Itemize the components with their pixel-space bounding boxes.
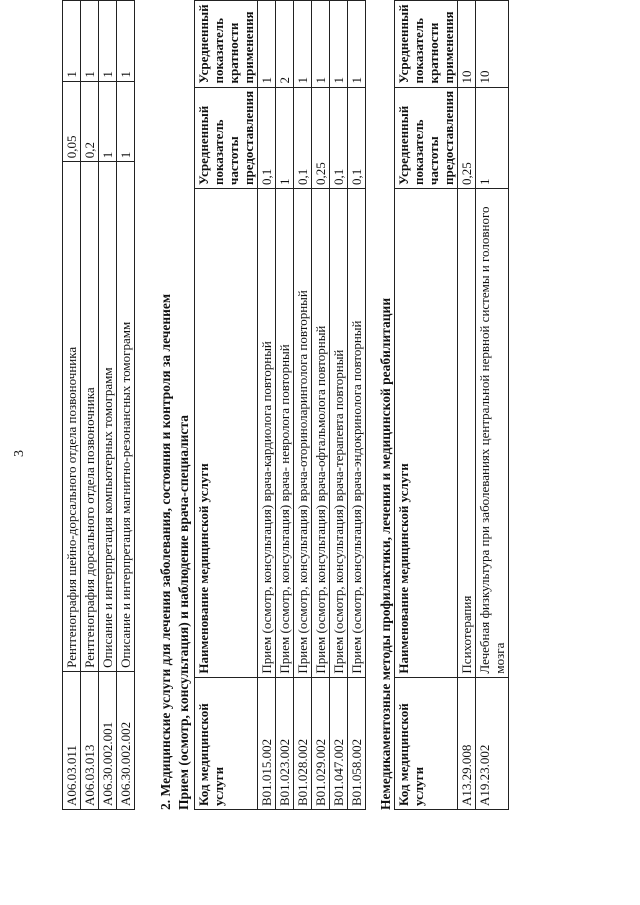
rehabilitation-methods-table (394, 0, 509, 810)
table-row (312, 1, 330, 810)
table-row (294, 1, 312, 810)
cell-frequency: 1 (99, 81, 117, 162)
specialist-consultations-table (194, 0, 366, 810)
cell-code: A06.30.002.001 (99, 671, 117, 809)
page-number: 3 (12, 450, 27, 457)
cell-name: Описание и интерпретация компьютерных томограмм (99, 162, 117, 672)
cell-name: Прием (осмотр, консультация) врача-эндокринолога повторный (348, 188, 366, 677)
cell-code: A13.29.008 (458, 677, 476, 809)
cell-multiplicity: 1 (258, 1, 276, 88)
cell-multiplicity: 10 (476, 1, 509, 88)
header-name: Наименование медицинской услуги (195, 188, 258, 677)
cell-frequency: 0,1 (294, 87, 312, 188)
table-row (117, 1, 135, 810)
table-row (348, 1, 366, 810)
table-header-row (395, 1, 458, 810)
cell-code: B01.028.002 (294, 677, 312, 809)
cell-multiplicity: 1 (63, 1, 81, 82)
cell-multiplicity: 1 (348, 1, 366, 88)
table-header-row (195, 1, 258, 810)
cell-frequency: 0,25 (458, 87, 476, 188)
imaging-services-table (62, 0, 135, 810)
cell-code: A06.03.011 (63, 671, 81, 809)
table-row (81, 1, 99, 810)
header-multiplicity: Усредненный показатель кратности применения (395, 1, 458, 88)
cell-multiplicity: 1 (117, 1, 135, 82)
cell-multiplicity: 1 (330, 1, 348, 88)
cell-frequency: 0,1 (330, 87, 348, 188)
table-row (458, 1, 476, 810)
table-row (258, 1, 276, 810)
cell-frequency: 0,1 (258, 87, 276, 188)
cell-code: B01.058.002 (348, 677, 366, 809)
header-code: Код медицинской услуги (395, 677, 458, 809)
cell-frequency: 0,1 (348, 87, 366, 188)
cell-multiplicity: 10 (458, 1, 476, 88)
table-row (276, 1, 294, 810)
cell-name: Прием (осмотр, консультация) врача- невролога повторный (276, 188, 294, 677)
cell-code: A06.30.002.002 (117, 671, 135, 809)
cell-name: Прием (осмотр, консультация) врача-терапевта повторный (330, 188, 348, 677)
header-frequency: Усредненный показатель частоты предоставления (195, 87, 258, 188)
table-row (99, 1, 117, 810)
table-row (63, 1, 81, 810)
cell-frequency: 0,25 (312, 87, 330, 188)
cell-code: B01.047.002 (330, 677, 348, 809)
cell-name: Рентгенография шейно-дорсального отдела позвоночника (63, 162, 81, 672)
cell-multiplicity: 1 (312, 1, 330, 88)
cell-name: Описание и интерпретация магнитно-резонансных томограмм (117, 162, 135, 672)
cell-code: A06.03.013 (81, 671, 99, 809)
cell-name: Рентгенография дорсального отдела позвоночника (81, 162, 99, 672)
cell-name: Психотерапия (458, 188, 476, 677)
cell-name: Прием (осмотр, консультация) врача-офтальмолога повторный (312, 188, 330, 677)
cell-multiplicity: 1 (81, 1, 99, 82)
header-code: Код медицинской услуги (195, 677, 258, 809)
header-name: Наименование медицинской услуги (395, 188, 458, 677)
cell-code: B01.029.002 (312, 677, 330, 809)
cell-name: Прием (осмотр, консультация) врача-оториноларинголога повторный (294, 188, 312, 677)
header-frequency: Усредненный показатель частоты предоставления (395, 87, 458, 188)
cell-frequency: 0,05 (63, 81, 81, 162)
cell-name: Прием (осмотр, консультация) врача-кардиолога повторный (258, 188, 276, 677)
cell-multiplicity: 1 (99, 1, 117, 82)
section-2-subtitle: Прием (осмотр, консультация) и наблюдение врача-специалиста (176, 415, 191, 810)
table-row (330, 1, 348, 810)
section-2-title: 2. Медицинские услуги для лечения заболевания, состояния и контроля за лечением (158, 293, 173, 810)
cell-frequency: 1 (117, 81, 135, 162)
cell-code: B01.015.002 (258, 677, 276, 809)
cell-name: Лечебная физкультура при заболеваниях центральной нервной системы и головного мозга (476, 188, 509, 677)
cell-code: B01.023.002 (276, 677, 294, 809)
cell-frequency: 1 (276, 87, 294, 188)
cell-multiplicity: 2 (276, 1, 294, 88)
cell-multiplicity: 1 (294, 1, 312, 88)
section-3-title: Немедикаментозные методы профилактики, лечения и медицинской реабилитации (378, 297, 393, 810)
cell-frequency: 0,2 (81, 81, 99, 162)
cell-code: A19.23.002 (476, 677, 509, 809)
header-multiplicity: Усредненный показатель кратности применения (195, 1, 258, 88)
cell-frequency: 1 (476, 87, 509, 188)
table-row (476, 1, 509, 810)
